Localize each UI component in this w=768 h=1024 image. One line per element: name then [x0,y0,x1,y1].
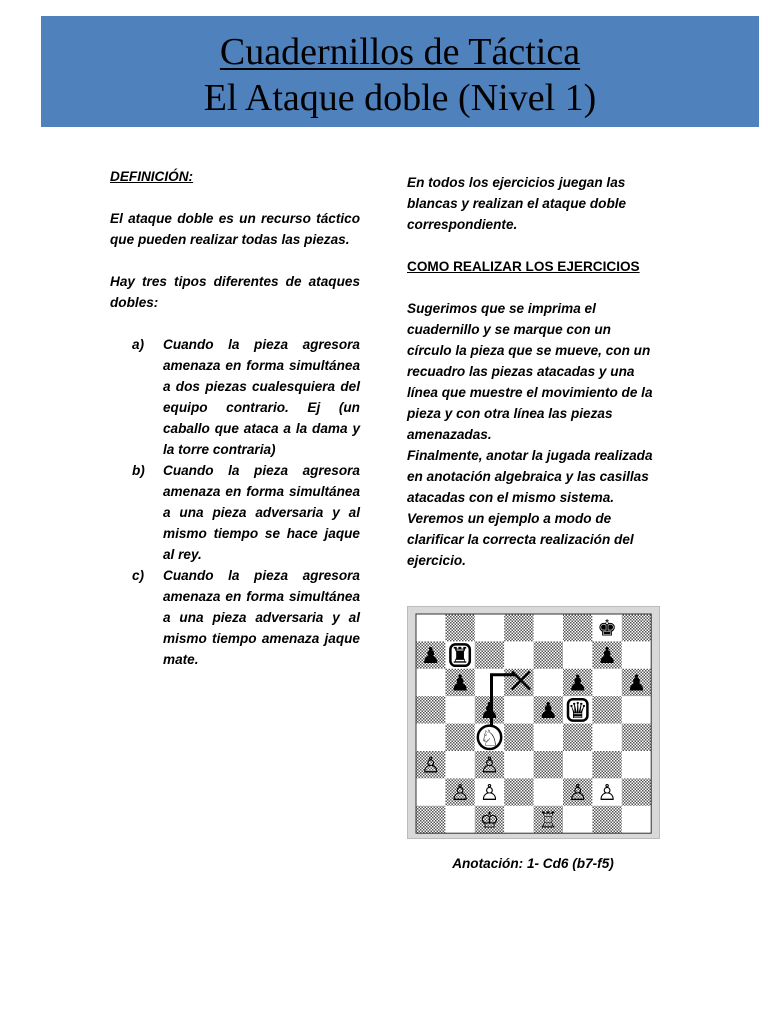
black-pawn-icon: ♟ [420,644,441,670]
board-square [504,806,533,833]
board-square [504,614,533,641]
list-item-text: Cuando la pieza agresora amenaza en forma simultánea a dos piezas cualesquiera del equipo contrario. Ej (un caballo que ataca a la dama y la torre contraria) [163,337,360,457]
board-square [592,806,621,833]
white-pawn-icon: ♙ [450,781,470,807]
board-square [504,724,533,751]
board-square [416,614,445,641]
board-square [504,696,533,723]
board-square [475,641,504,668]
list-item [110,460,360,565]
board-square [622,806,651,833]
board-square [622,696,651,723]
board-square [416,806,445,833]
board-square [416,669,445,696]
black-pawn-icon: ♟ [479,698,500,724]
list-item-text: Cuando la pieza agresora amenaza en forma simultánea a una pieza adversaria y al mismo tiempo se hace jaque al rey. [163,463,360,562]
board-square [592,751,621,778]
board-square [445,806,474,833]
list-item-label: a) [132,337,145,352]
board-square [534,669,563,696]
board-square [416,696,445,723]
black-pawn-icon: ♟ [597,644,617,670]
title-banner [41,16,759,127]
board-square [445,614,474,641]
board-square [622,751,651,778]
chess-diagram [407,606,660,839]
white-pawn-icon: ♙ [597,781,617,807]
black-king-icon: ♚ [597,616,617,642]
list-item-label: b) [132,463,145,478]
white-knight-icon: ♘ [479,726,500,752]
white-rook-icon: ♖ [538,808,559,834]
board-square [563,806,592,833]
example-paragraph: Veremos un ejemplo a modo de clarificar la correcta realización del ejercicio. [407,511,634,568]
board-square [592,696,621,723]
white-pawn-icon: ♙ [479,753,500,779]
black-pawn-icon: ♟ [567,671,588,697]
black-pawn-icon: ♟ [626,671,647,697]
list-item-label: c) [132,568,145,583]
right-column [407,172,659,571]
board-square [622,778,651,805]
board-square [592,724,621,751]
definition-paragraph: El ataque doble es un recurso táctico que pueden realizar todas las piezas. [110,211,360,247]
list-item-text: Cuando la pieza agresora amenaza en forma simultánea a una pieza adversaria y al mismo tiempo amenaza jaque mate. [163,568,360,667]
board-square [445,724,474,751]
board-square [504,751,533,778]
annotation-caption: Anotación: 1- Cd6 (b7-f5) [452,856,614,871]
instructions-paragraph: Sugerimos que se imprima el cuadernillo y se marque con un círculo la pieza que se mueve, con un recuadro las piezas atacadas y una línea que muestre el movimiento de la pieza y con otra línea las piezas amenazadas. [407,301,653,442]
board-square [475,614,504,641]
black-pawn-icon: ♟ [538,698,559,724]
chess-board [408,607,659,838]
white-pawn-icon: ♙ [420,753,441,779]
intro-paragraph: En todos los ejercicios juegan las blancas y realizan el ataque doble correspondiente. [407,175,627,232]
board-square [622,724,651,751]
board-square [534,751,563,778]
left-column [110,166,360,670]
board-square [416,778,445,805]
board-square [622,614,651,641]
board-square [475,669,504,696]
board-square [563,751,592,778]
board-square [534,641,563,668]
board-square [445,696,474,723]
list-item [110,334,360,460]
board-square [563,724,592,751]
title-line-2: El Ataque doble (Nivel 1) [203,77,597,119]
board-square [622,641,651,668]
notation-paragraph: Finalmente, anotar la jugada realizada en anotación algebraica y las casillas atacadas con el mismo sistema. [407,448,653,505]
board-square [592,669,621,696]
types-paragraph: Hay tres tipos diferentes de ataques dobles: [110,274,360,310]
black-rook-icon: ♜ [450,644,470,670]
white-king-icon: ♔ [479,808,500,834]
definition-heading: DEFINICIÓN: [110,169,194,184]
board-square [504,641,533,668]
white-pawn-icon: ♙ [567,781,588,807]
board-square [563,614,592,641]
instructions-heading: COMO REALIZAR LOS EJERCICIOS [407,259,640,274]
board-square [563,641,592,668]
title-line-1: Cuadernillos de Táctica [219,31,581,73]
black-queen-icon: ♛ [567,698,588,724]
board-square [504,778,533,805]
list-item [110,565,360,670]
white-pawn-icon: ♙ [479,781,500,807]
board-square [416,724,445,751]
board-square [534,614,563,641]
board-square [534,724,563,751]
board-square [534,778,563,805]
board-square [445,751,474,778]
black-pawn-icon: ♟ [450,671,470,697]
